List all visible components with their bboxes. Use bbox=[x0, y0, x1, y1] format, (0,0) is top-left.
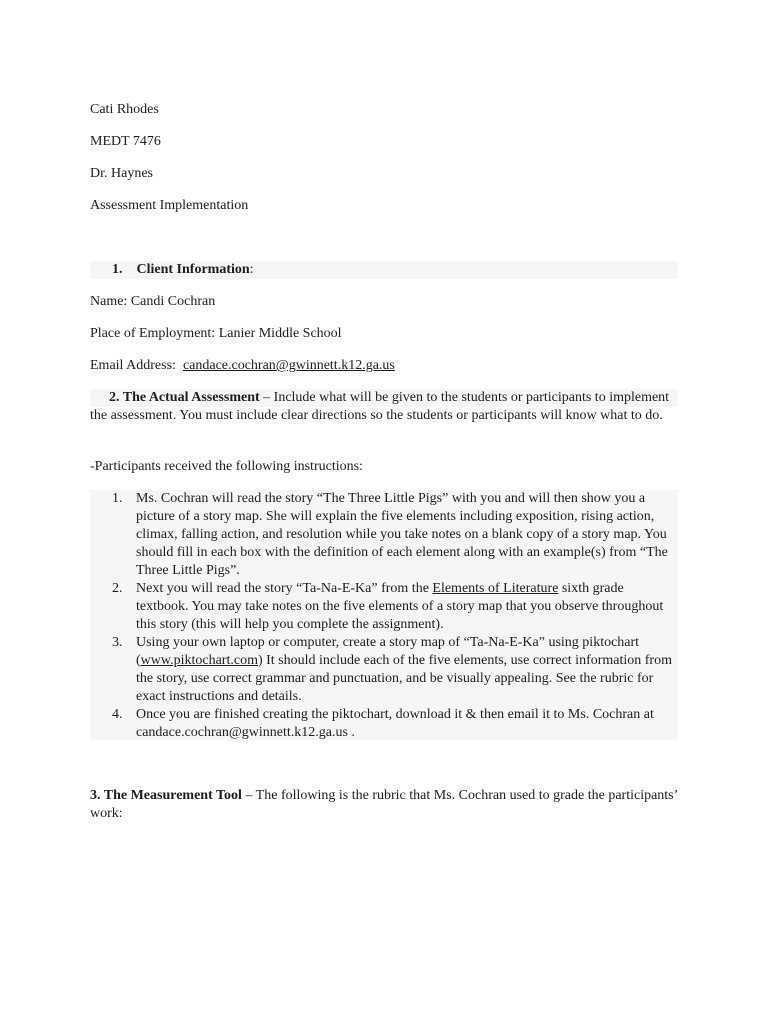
employment-value: Lanier Middle School bbox=[218, 326, 342, 341]
instructions-list bbox=[90, 490, 678, 742]
course-code: MEDT 7476 bbox=[90, 134, 161, 149]
list-item-number: 4. bbox=[112, 707, 123, 722]
list-item-number: 3. bbox=[112, 635, 123, 650]
piktochart-link[interactable]: www.piktochart.com bbox=[140, 653, 258, 668]
book-title: Elements of Literature bbox=[432, 581, 559, 596]
email-label: Email Address: bbox=[90, 358, 183, 373]
section3-paragraph bbox=[90, 787, 680, 823]
list-item bbox=[90, 490, 678, 580]
list-item-text-after: sixth grade textbook. You may take notes on the five elements of a story map that you observe throughout this story (this will help you complete the assignment). bbox=[136, 581, 664, 632]
list-item-text-before: Using your own laptop or computer, create a story map of “Ta-Na-E-Ka” using piktochart ( bbox=[136, 635, 640, 668]
section1-title-suffix: : bbox=[249, 262, 254, 277]
list-item bbox=[90, 580, 678, 634]
list-item-number: 1. bbox=[112, 491, 123, 506]
client-email-link[interactable]: candace.cochran@gwinnett.k12.ga.us bbox=[182, 358, 395, 373]
list-item bbox=[90, 706, 678, 742]
client-name-line bbox=[90, 293, 215, 311]
employment-label: Place of Employment: bbox=[90, 326, 219, 341]
list-item-text: Once you are finished creating the piktochart, download it & then email it to Ms. Cochran at candace.cochran@gwinnett.k12.ga.us . bbox=[136, 707, 654, 740]
instructions-lead: -Participants received the following instructions: bbox=[90, 459, 363, 474]
student-name: Cati Rhodes bbox=[90, 102, 159, 117]
client-name-value: Candi Cochran bbox=[130, 294, 216, 309]
section1-title: Client Information bbox=[136, 262, 250, 277]
list-item-number: 2. bbox=[112, 581, 123, 596]
section1-number: 1. bbox=[112, 262, 123, 277]
client-name-label: Name: bbox=[90, 294, 131, 309]
list-item-text-after: ) It should include each of the five elements, use correct information from the story, use correct grammar and punctuation, and be visually appealing. See the rubric for exact instructions and details. bbox=[136, 653, 672, 704]
list-item bbox=[90, 634, 678, 706]
section2-intro-text: – Include what will be given to the students or participants to implement the assessment. You must include clear directions so the students or participants will know what to do. bbox=[90, 390, 670, 423]
list-item-text: Ms. Cochran will read the story “The Three Little Pigs” with you and will then show you a picture of a story map. She will explain the five elements including exposition, rising action, climax, falling action, and resolution while you take notes on a blank copy of a story map. You should fill in each box with the definition of each element along with an example(s) from “The Three Little Pigs”. bbox=[136, 491, 668, 578]
instructor-name: Dr. Haynes bbox=[90, 166, 153, 181]
employment-line bbox=[90, 325, 342, 343]
section3-title: 3. The Measurement Tool bbox=[90, 788, 242, 803]
assignment-title: Assessment Implementation bbox=[90, 198, 249, 213]
list-item-text-before: Next you will read the story “Ta-Na-E-Ka” from the bbox=[136, 581, 433, 596]
section1-heading bbox=[112, 261, 254, 279]
email-line bbox=[90, 357, 395, 375]
section2-title: 2. The Actual Assessment bbox=[109, 390, 260, 405]
section2-intro bbox=[90, 389, 680, 425]
section3-text: – The following is the rubric that Ms. Cochran used to grade the participants’ work: bbox=[90, 788, 678, 821]
